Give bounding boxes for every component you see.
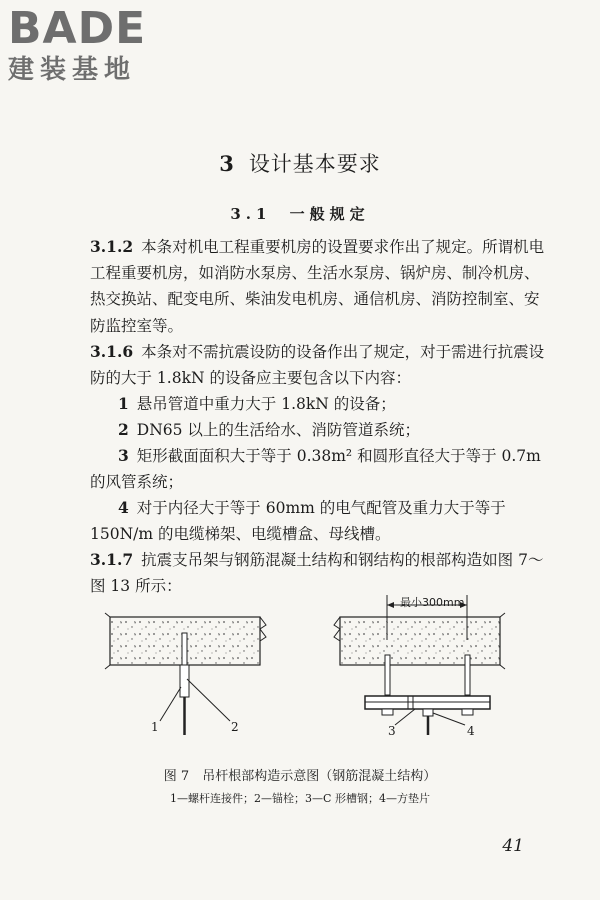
item-number: 3 — [118, 446, 129, 465]
logo-chinese: 建装基地 — [8, 55, 137, 85]
clause-3-1-2 — [90, 234, 550, 339]
list-item-4 — [90, 495, 550, 547]
publisher-logo — [8, 3, 147, 86]
section-number: 3.1 — [230, 205, 272, 223]
figure-7 — [95, 595, 515, 764]
marker-3: 3 — [388, 724, 396, 738]
marker-2: 2 — [231, 720, 239, 734]
list-item-3 — [90, 443, 550, 495]
logo-wordmark: BADE — [8, 3, 147, 54]
chapter-title: 设计基本要求 — [248, 152, 381, 176]
figure-caption: 图 7 吊杆根部构造示意图（钢筋混凝土结构） — [163, 769, 437, 784]
item-text: 悬吊管道中重力大于 1.8kN 的设备； — [136, 395, 396, 413]
chapter-number: 3 — [219, 151, 235, 176]
marker-1: 1 — [151, 720, 159, 734]
item-text: 矩形截面面积大于等于 0.38m² 和圆形直径大于等于 0.7m 的风管系统； — [90, 447, 541, 492]
clause-text: 抗震支吊架与钢筋混凝土结构和钢结构的根部构造如图 7～图 13 所示： — [90, 551, 544, 596]
clause-number: 3.1.6 — [90, 342, 134, 361]
clause-number: 3.1.7 — [90, 550, 134, 569]
right-concrete-slab — [334, 613, 505, 669]
marker-4: 4 — [467, 724, 475, 738]
item-text: DN65 以上的生活给水、消防管道系统； — [136, 421, 420, 439]
item-number: 1 — [118, 394, 129, 413]
section-title: 一般规定 — [289, 205, 370, 223]
figure-drawing — [95, 595, 515, 760]
page-number: 41 — [502, 836, 524, 856]
item-number: 2 — [118, 420, 129, 439]
clause-number: 3.1.2 — [90, 237, 134, 256]
section-heading — [0, 203, 600, 224]
clause-text: 本条对机电工程重要机房的设置要求作出了规定。所谓机电工程重要机房，如消防水泵房、生活水泵房、锅炉房、制冷机房、热交换站、配变电所、柴油发电机房、通信机房、消防控制室、安防监控室等。 — [90, 238, 545, 335]
clause-3-1-7 — [90, 547, 550, 599]
list-item-2 — [90, 417, 550, 443]
item-text: 对于内径大于等于 60mm 的电气配管及重力大于等于 150N/m 的电缆梯架、电缆槽盒、母线槽。 — [90, 499, 506, 544]
clause-3-1-6 — [90, 339, 550, 391]
dimension-label: 最小300mm — [400, 596, 465, 609]
chapter-heading — [0, 148, 600, 178]
clause-text: 本条对不需抗震设防的设备作出了规定，对于需进行抗震设防的大于 1.8kN 的设备应主要包含以下内容： — [90, 343, 545, 388]
list-item-1 — [90, 391, 550, 417]
figure-legend: 1—螺杆连接件；2—锚栓；3—C 形槽钢；4—方垫片 — [170, 792, 430, 805]
item-number: 4 — [118, 498, 129, 517]
